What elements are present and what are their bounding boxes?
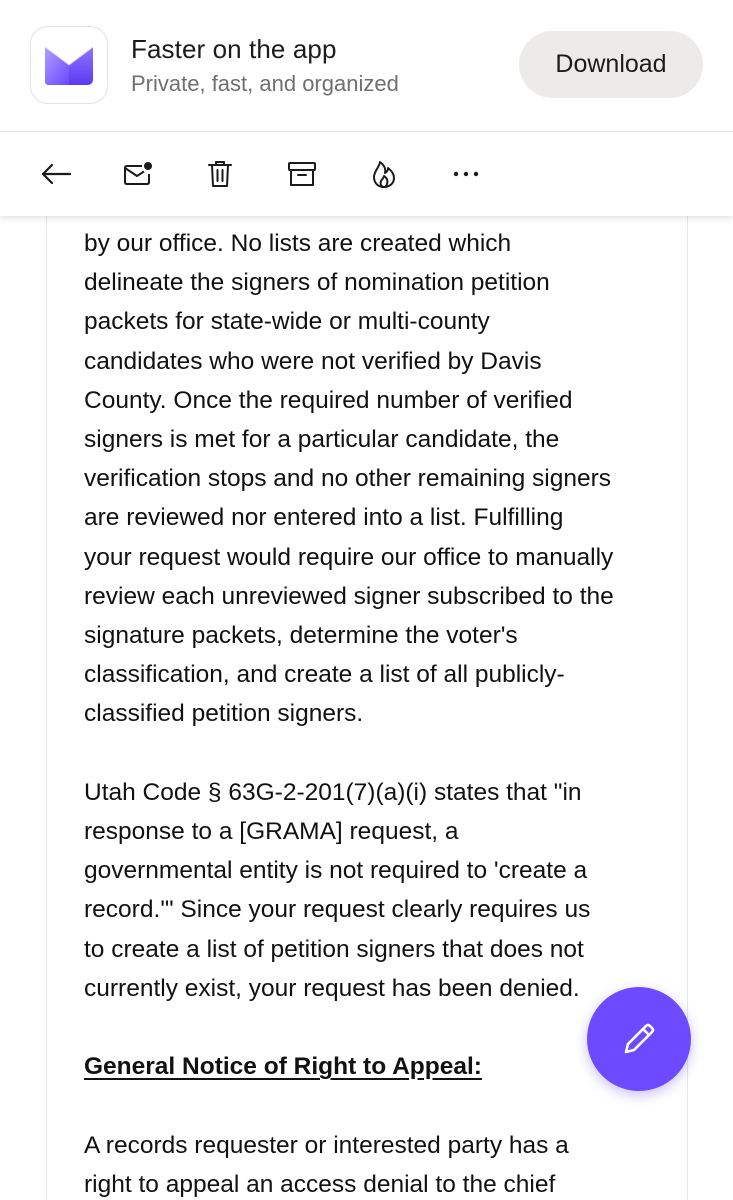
text-line: Utah Code § 63G-2-201(7)(a)(i) states that "in (84, 778, 582, 806)
compose-pencil-icon (619, 1019, 659, 1059)
text-line: review each unreviewed signer subscribed to the (84, 582, 614, 610)
text-line: to create a list of petition signers that does not (84, 935, 584, 963)
compose-button[interactable] (587, 987, 691, 1091)
app-install-banner (0, 0, 733, 132)
text-line: signature packets, determine the voter's (84, 622, 518, 650)
appeal-heading: General Notice of Right to Appeal: (84, 1053, 482, 1081)
message-body (84, 224, 674, 1200)
trash-icon[interactable] (198, 152, 242, 196)
text-line: classified petition signers. (84, 700, 364, 728)
more-options-icon[interactable] (444, 152, 488, 196)
text-line: A records requester or interested party has a (84, 1131, 569, 1159)
text-line: signers is met for a particular candidate, the (84, 426, 560, 454)
text-line: packets for state-wide or multi-county (84, 308, 490, 336)
text-line: delineate the signers of nomination petition (84, 269, 550, 297)
text-line: are reviewed nor entered into a list. Fulfilling (84, 504, 564, 532)
text-line: County. Once the required number of verified (84, 386, 573, 414)
text-line: your request would require our office to manually (84, 543, 614, 571)
text-line: currently exist, your request has been denied. (84, 974, 580, 1002)
back-arrow-icon[interactable] (34, 152, 78, 196)
archive-icon[interactable] (280, 152, 324, 196)
text-line: response to a [GRAMA] request, a (84, 818, 459, 846)
message-toolbar (0, 132, 733, 216)
paragraph-appeal (84, 1126, 674, 1200)
text-line: by our office. No lists are created which (84, 230, 512, 257)
text-line: record.'" Since your request clearly requires us (84, 896, 591, 924)
download-button[interactable]: Download (519, 31, 703, 98)
mark-unread-icon[interactable] (116, 152, 160, 196)
appeal-heading-block (84, 1047, 674, 1086)
spam-fire-icon[interactable] (362, 152, 406, 196)
proton-mail-logo-icon (30, 26, 108, 104)
paragraph-utah-code (84, 773, 674, 1008)
text-line: governmental entity is not required to 'create a (84, 857, 588, 885)
text-line: classification, and create a list of all publicly- (84, 661, 565, 689)
text-line: verification stops and no other remaining signers (84, 465, 612, 493)
banner-title: Faster on the app (131, 34, 337, 64)
paragraph-denial-details (84, 224, 674, 734)
banner-subtitle: Private, fast, and organized (131, 71, 399, 96)
text-line: right to appeal an access denial to the chief (84, 1170, 556, 1198)
text-line: candidates who were not verified by Davis (84, 347, 542, 375)
